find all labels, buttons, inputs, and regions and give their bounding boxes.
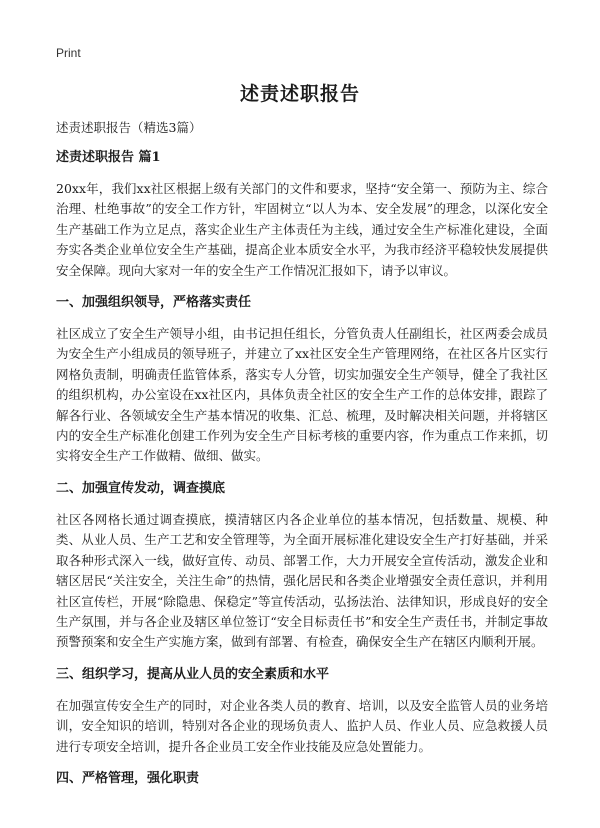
section-body-3: 在加强宣传安全生产的同时，对企业各类人员的教育、培训，以及安全监管人员的业务培训，安全知识的培训，特别对各企业的现场负责人、监护人员、作业人员、应急救援人员进行专项安全培训，提升各企业员工安全作业技能及应急处置能力。: [56, 697, 548, 754]
section-body-1: 社区成立了安全生产领导小组，由书记担任组长，分管负责人任副组长，社区两委会成员为安全生产小组成员的领导班子，并建立了xx社区安全生产管理网络，在社区各片区实行网格负责制，明确责任监管体系，落实专人分管，切实加强安全生产领导，健全了我社区的组织机构，办公室设在xx社区内，具体负责全社区的安全生产工作的总体安排，跟踪了解各行业、各领域安全生产基本情况的收集、汇总、梳理，及时解决相关问题，并将辖区内的安全生产标准化创建工作列为安全生产目标考核的重要内容，作为重点工作来抓，切实将安全生产工作做精、做细、做实。: [56, 326, 548, 464]
intro-paragraph: 20xx年，我们xx社区根据上级有关部门的文件和要求，坚持“安全第一、预防为主、综合治理、杜绝事故”的安全工作方针，牢固树立“以人为本、安全发展”的理念，以深化安全生产基础工作为立足点，落实企业生产主体责任为主线，通过安全生产标准化建设，全面夯实各类企业单位安全生产基础，提高企业本质安全水平，为我市经济平稳较快发展提供安全保障。现向大家对一年的安全生产工作情况汇报如下，请予以审议。: [56, 181, 548, 278]
section-heading-4: 四、严格管理，强化职责: [56, 770, 200, 786]
print-label: Print: [56, 46, 81, 60]
document-subtitle: 述责述职报告（精选3篇）: [56, 120, 202, 135]
section-body-2: 社区各网格长通过调查摸底，摸清辖区内各企业单位的基本情况，包括数量、规模、种类、从业人员、生产工艺和安全管理等，为全面开展标准化建设安全生产打好基础，并采取各种形式深入一线，做好宣传、动员、部署工作，大力开展安全宣传活动，激发企业和辖区居民“关注安全，关注生命”的热情，强化居民和各类企业增强安全责任意识，并利用社区宣传栏，开展“除隐患、保稳定”等宣传活动，弘扬法治、法律知识，形成良好的安全生产氛围，并与各企业及辖区单位签订“安全目标责任书”和安全生产责任书，并制定事故预警预案和安全生产实施方案，做到有部署、有检查，确保安全生产在辖区内顺利开展。: [56, 511, 548, 650]
section-heading-1: 一、加强组织领导，严格落实责任: [56, 295, 252, 311]
article-heading: 述责述职报告 篇1: [56, 150, 161, 165]
section-heading-3: 三、组织学习，提高从业人员的安全素质和水平: [56, 666, 330, 682]
document-body: [56, 118, 548, 800]
section-heading-2: 二、加强宣传发动，调查摸底: [56, 480, 226, 496]
document-title: 述责述职报告: [239, 83, 360, 105]
